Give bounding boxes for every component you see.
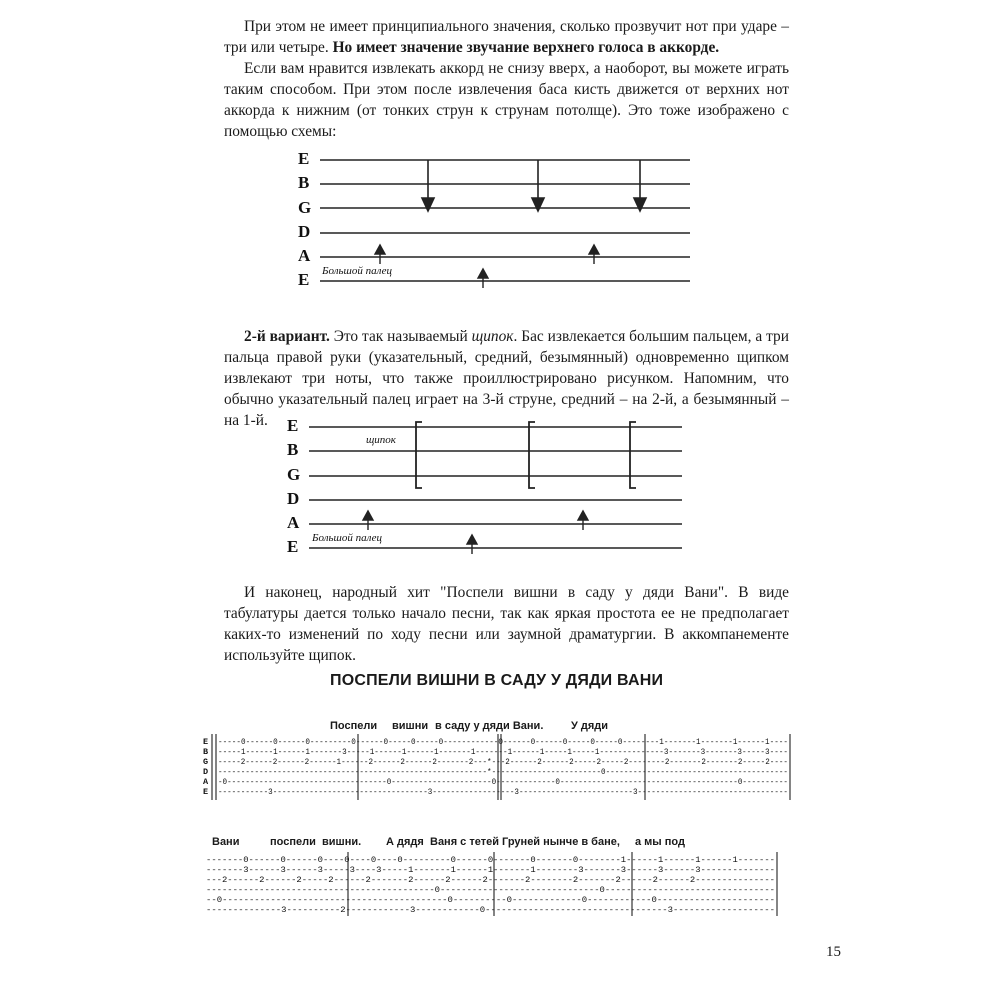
up-arrow-icon — [589, 245, 599, 254]
pinch-bracket-icon — [529, 422, 535, 488]
string-label: E — [298, 149, 310, 168]
tab-line: -----2------2------2------1------2------2------2-------2---*---2------2------2-----2-----2--------2-------2-------2-----2---- — [218, 757, 788, 767]
lyric-word: Поспели — [330, 720, 378, 732]
string-label: E — [287, 537, 299, 556]
tab-line: -----1------1------1-------3-----1------1------1-------1-------1------1-----1-----1--------------3-------3-------3-----3---- — [218, 747, 788, 757]
string-label: B — [287, 440, 299, 459]
up-arrow-icon — [478, 269, 488, 278]
up-arrow-icon — [375, 245, 385, 254]
lyric-word: Вани — [212, 836, 240, 848]
paragraph-text: При этом не имеет принципиального значения, сколько прозвучит нот при ударе – три или четыре. — [224, 18, 789, 56]
string-label: A — [287, 513, 300, 532]
tab-string-label: B — [203, 747, 209, 757]
paragraph-variant-2 — [224, 326, 789, 431]
tab-line: -----0------0------0---------0------0-----0-----0------------0------0------0-----0-----0--------1-------1-------1------1---- — [218, 737, 788, 747]
thumb-label: Большой палец — [312, 532, 383, 544]
thumb-label: Большой палец — [322, 265, 393, 277]
page-number: 15 — [826, 944, 841, 960]
tab-string-label: E — [203, 737, 209, 747]
tab-line: -0-----------------------------------0----------------------0-------------0---------------------------------------0---------- — [218, 777, 788, 787]
up-arrow-icon — [363, 511, 373, 520]
tab-line: -------3------3------3-----3----3-----1-------1------1-------1--------3-------3------3------3-------------- — [206, 865, 775, 875]
down-arrow-icon — [532, 198, 544, 211]
string-label: E — [298, 270, 310, 289]
tab-string-label: E — [203, 787, 209, 797]
lyric-word: поспели — [270, 836, 316, 848]
paragraph-text: Это так называемый — [329, 328, 472, 345]
variant-heading: 2-й вариант. — [244, 328, 330, 345]
paragraph-intro — [224, 16, 789, 58]
paragraph-song-intro — [224, 582, 789, 666]
tab-line: -----------------------------------------------------------*------------------------0---------------------------------------- — [218, 767, 788, 777]
tab-string-label: G — [203, 757, 209, 767]
tab-string-label: D — [203, 767, 209, 777]
string-label: G — [287, 465, 301, 484]
string-label: A — [298, 246, 311, 265]
tab-line: -------0------0------0----0----0----0---------0------0-------0-------0--------1------1------1------1------- — [206, 855, 775, 865]
lyric-word: Ваня с тетей Груней нынче в бане, — [430, 836, 620, 848]
string-label: D — [298, 222, 311, 241]
tab-line: -----------3----------------------------------3------------------3-------------------------3--------------------------------- — [218, 787, 788, 797]
up-arrow-icon — [467, 535, 477, 544]
term-italic: щипок — [471, 328, 514, 345]
tab-line: --------------3----------2------------3------------0----------------------------------3------------------- — [206, 905, 775, 915]
lyric-word: а мы под — [635, 836, 685, 848]
lyric-word: вишни — [392, 720, 429, 732]
pinch-label: щипок — [366, 434, 396, 446]
lyric-word: вишни. — [322, 836, 362, 848]
tab-line: ---2------2------2-----2------2-------2------2------2-------2--------2-------2------2------2--------------- — [206, 875, 775, 885]
tab-line: -------------------------------------------0------------------------------0-------------------------------- — [206, 885, 775, 895]
paragraph-text: И наконец, народный хит "Поспели вишни в саду у дяди Вани". В виде табулатуры дается только начало песни, так как яркая простота ее не предполагает каких-то изменений по ходу песни или заумной драматургии. В аккомпанементе используйте щипок. — [224, 584, 789, 664]
tab-line: --0------------------------------------------0----------0-------------0------------0---------------------- — [206, 895, 775, 905]
paragraph-alt-method — [224, 58, 789, 142]
lyric-word: А дядя — [386, 836, 424, 848]
down-arrow-icon — [634, 198, 646, 211]
string-label: G — [298, 198, 312, 217]
string-label: B — [298, 173, 310, 192]
song-title: ПОСПЕЛИ ВИШНИ В САДУ У ДЯДИ ВАНИ — [330, 672, 664, 689]
paragraph-bold-text: Но имеет значение звучание верхнего голоса в аккорде. — [332, 39, 720, 56]
tab-string-label: A — [203, 777, 209, 787]
lyric-word: У дяди — [571, 720, 609, 732]
down-arrow-icon — [422, 198, 434, 211]
string-label: E — [287, 416, 299, 435]
lyric-word: в саду у дяди Вани. — [435, 720, 544, 732]
pinch-bracket-icon — [416, 422, 422, 488]
pinch-bracket-icon — [630, 422, 636, 488]
up-arrow-icon — [578, 511, 588, 520]
string-label: D — [287, 489, 300, 508]
paragraph-text: Если вам нравится извлекать аккорд не снизу вверх, а наоборот, вы можете играть таким способом. При этом после извлечения баса кисть движется от верхних нот аккорда к нижним (от тонких струн к струнам потолще). Это тоже изображено с помощью схемы: — [224, 60, 789, 140]
paragraph-text: . Бас извлекается большим пальцем, а три пальца правой руки (указательный, средний, безымянный) одновременно щипком извлекают три ноты, что также проиллюстрировано рисунком. Напомним, что обычно указательный палец играет на 3-й струне, средний – на 2-й, а безымянный – на 1-й. — [224, 328, 789, 429]
